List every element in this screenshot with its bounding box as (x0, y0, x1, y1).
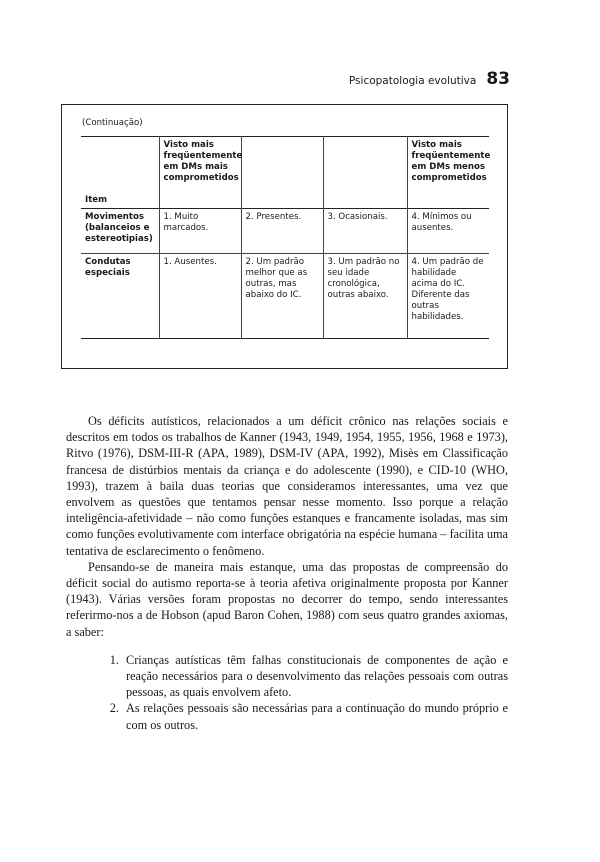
header-less-compromised: Visto mais freqüentemente em DMs menos comprometidos (407, 137, 489, 209)
running-title: Psicopatologia evolutiva (348, 75, 477, 87)
axiom-list (66, 652, 508, 733)
list-item: 2. As relações pessoais são necessárias para a continuação do mundo próprio e com os outros. (122, 700, 508, 732)
page-header (349, 69, 510, 89)
autism-criteria-table (81, 136, 489, 339)
table-cell: 4. Um padrão de habilidade acima do IC. Diferente das outras habilidades. (407, 254, 489, 339)
table-cell: 2. Presentes. (241, 209, 323, 254)
row-label: Movimentos (balanceios e estereotipias) (85, 212, 153, 244)
table-row (81, 209, 489, 254)
header-item: Item (85, 195, 108, 205)
paragraph: Pensando-se de maneira mais estanque, uma das propostas de compreensão do déficit social do autismo reporta-se à teoria afetiva originalmente proposta por Kanner (1943). Várias versões foram propostas no decorrer do tempo, sendo interessantes referirmo-nos a de Hobson (apud Baron Cohen, 1988) com seus quatro grandes axiomas, a saber: (66, 559, 508, 639)
table-cell: 1. Ausentes. (159, 254, 241, 339)
body-text (66, 413, 508, 733)
paragraph: Os déficits autísticos, relacionados a um déficit crônico nas relações sociais e descritos em todos os trabalhos de Kanner (1943, 1949, 1954, 1955, 1956, 1968 e 1973), Ritvo (1976), DSM-III-R (APA, 1989), DSM-IV (APA, 1992), Misès em Classificação francesa de distúrbios mentais da criança e do adolescente (1990), e CID-10 (WHO, 1993), trazem à baila duas teorias que consideramos interessantes, uma vez que envolvem as questões que tentamos pensar nesse momento. Isso porque a relação inteligência-afetividade – não como funções estanques e francamente isoladas, mas sim como funções evolutivamente com interface obrigatória na espécie humana – facilita uma tentativa de esclarecimento o fenômeno. (66, 414, 508, 558)
header-more-compromised: Visto mais freqüentemente em DMs mais comprometidos (159, 137, 241, 209)
header-col-2 (241, 137, 323, 209)
row-label: Condutas especiais (85, 257, 131, 278)
table-cell: 4. Mínimos ou ausentes. (407, 209, 489, 254)
header-col-3 (323, 137, 407, 209)
table-cell: 1. Muito marcados. (159, 209, 241, 254)
table-cell: 3. Um padrão no seu idade cronológica, outras abaixo. (323, 254, 407, 339)
table-row (81, 254, 489, 339)
table-header-row (81, 137, 489, 209)
continuation-label: (Continuação) (82, 118, 143, 128)
list-item: 1. Crianças autísticas têm falhas constitucionais de componentes de ação e reação necessários para o desenvolvimento das relações pessoais com outras pessoas, as quais envolvem afeto. (122, 652, 508, 701)
table-cell: 3. Ocasionais. (323, 209, 407, 254)
page-number: 83 (486, 69, 510, 89)
table-cell: 2. Um padrão melhor que as outras, mas abaixo do IC. (241, 254, 323, 339)
